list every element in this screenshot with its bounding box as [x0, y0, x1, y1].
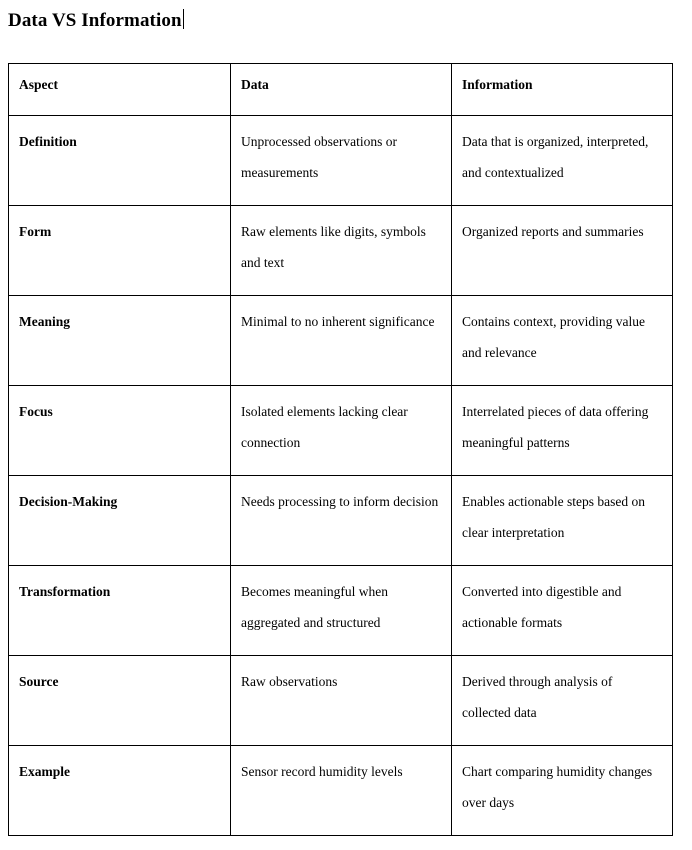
cell-aspect[interactable]: Transformation — [9, 566, 231, 656]
cell-data[interactable]: Becomes meaningful when aggregated and structured — [231, 566, 452, 656]
cell-aspect[interactable]: Definition — [9, 116, 231, 206]
cell-information[interactable]: Converted into digestible and actionable formats — [452, 566, 673, 656]
table-row — [9, 296, 673, 386]
cell-information[interactable]: Chart comparing humidity changes over days — [452, 746, 673, 836]
cell-information[interactable]: Enables actionable steps based on clear interpretation — [452, 476, 673, 566]
cell-information[interactable]: Organized reports and summaries — [452, 206, 673, 296]
cell-data[interactable]: Raw elements like digits, symbols and text — [231, 206, 452, 296]
table-body — [9, 116, 673, 836]
cell-aspect[interactable]: Meaning — [9, 296, 231, 386]
column-header-information[interactable]: Information — [452, 64, 673, 116]
table-header-row — [9, 64, 673, 116]
cell-aspect[interactable]: Decision-Making — [9, 476, 231, 566]
cell-data[interactable]: Minimal to no inherent significance — [231, 296, 452, 386]
document-title-line — [8, 6, 184, 32]
table-row — [9, 746, 673, 836]
comparison-table — [8, 63, 673, 836]
cell-aspect[interactable]: Source — [9, 656, 231, 746]
text-caret — [183, 9, 184, 29]
cell-information[interactable]: Derived through analysis of collected data — [452, 656, 673, 746]
cell-data[interactable]: Isolated elements lacking clear connection — [231, 386, 452, 476]
table-row — [9, 116, 673, 206]
table-header — [9, 64, 673, 116]
table-row — [9, 656, 673, 746]
cell-information[interactable]: Contains context, providing value and relevance — [452, 296, 673, 386]
page-title[interactable]: Data VS Information — [8, 10, 182, 31]
cell-aspect[interactable]: Form — [9, 206, 231, 296]
cell-data[interactable]: Raw observations — [231, 656, 452, 746]
cell-data[interactable]: Needs processing to inform decision — [231, 476, 452, 566]
cell-aspect[interactable]: Example — [9, 746, 231, 836]
column-header-aspect[interactable]: Aspect — [9, 64, 231, 116]
table-row — [9, 206, 673, 296]
cell-data[interactable]: Sensor record humidity levels — [231, 746, 452, 836]
cell-data[interactable]: Unprocessed observations or measurements — [231, 116, 452, 206]
cell-aspect[interactable]: Focus — [9, 386, 231, 476]
cell-information[interactable]: Interrelated pieces of data offering meaningful patterns — [452, 386, 673, 476]
table-row — [9, 566, 673, 656]
table-row — [9, 476, 673, 566]
column-header-data[interactable]: Data — [231, 64, 452, 116]
table-row — [9, 386, 673, 476]
cell-information[interactable]: Data that is organized, interpreted, and contextualized — [452, 116, 673, 206]
